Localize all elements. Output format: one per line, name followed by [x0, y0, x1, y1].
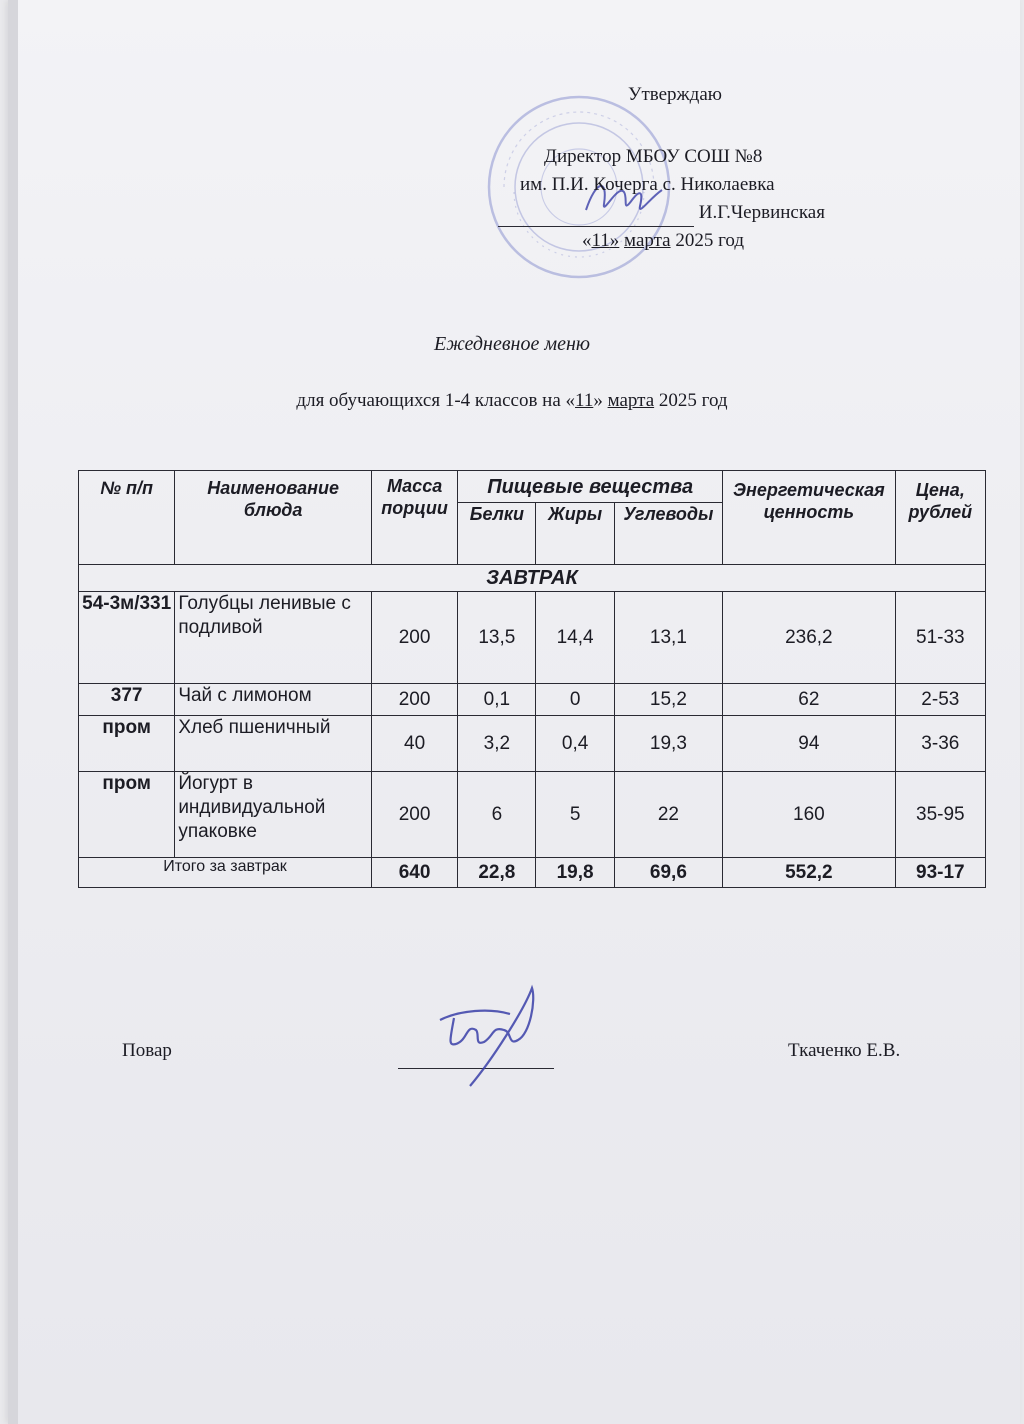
header-row: [79, 471, 986, 503]
cook-name: Ткаченко Е.В.: [788, 1040, 901, 1061]
dish-num: пром: [79, 772, 175, 858]
dish-price: 3-36: [895, 716, 985, 772]
director-name: И.Г.Червинская: [698, 202, 825, 223]
dish-num: 54-3м/331: [79, 592, 175, 684]
dish-name: Голубцы ленивые с подливой: [175, 592, 372, 684]
total-energy: 552,2: [723, 858, 896, 888]
approval-date: «11» марта 2025 год: [582, 230, 745, 251]
school-name: им. П.И. Кочерга с. Николаевка: [520, 174, 775, 195]
total-price: 93-17: [895, 858, 985, 888]
dish-name: Хлеб пшеничный: [175, 716, 372, 772]
section-breakfast: ЗАВТРАК: [79, 565, 986, 592]
total-carbs: 69,6: [614, 858, 722, 888]
total-row: [79, 858, 986, 888]
dish-mass: 200: [371, 684, 457, 716]
total-protein: 22,8: [458, 858, 536, 888]
dish-price: 2-53: [895, 684, 985, 716]
header-energy: Энергетическая ценность: [723, 471, 896, 565]
total-mass: 640: [371, 858, 457, 888]
director-position: Директор МБОУ СОШ №8: [544, 146, 763, 167]
total-fat: 19,8: [536, 858, 614, 888]
dish-price: 35-95: [895, 772, 985, 858]
dish-carbs: 19,3: [614, 716, 722, 772]
dish-energy: 62: [723, 684, 896, 716]
table-row: [79, 772, 986, 858]
header-mass: Масса порции: [371, 471, 457, 565]
dish-num: пром: [79, 716, 175, 772]
dish-fat: 0: [536, 684, 614, 716]
dish-mass: 200: [371, 772, 457, 858]
approve-word: Утверждаю: [628, 84, 722, 105]
dish-num: 377: [79, 684, 175, 716]
dish-energy: 94: [723, 716, 896, 772]
dish-mass: 200: [371, 592, 457, 684]
header-carbs: Углеводы: [614, 503, 722, 565]
cook-label: Повар: [122, 1040, 172, 1061]
paper-edge: [8, 0, 18, 1424]
dish-protein: 0,1: [458, 684, 536, 716]
dish-energy: 236,2: [723, 592, 896, 684]
director-signature-line: [498, 198, 825, 227]
cook-signature-icon: [420, 980, 540, 1090]
header-price: Цена, рублей: [895, 471, 985, 565]
header-protein: Белки: [458, 503, 536, 565]
dish-protein: 3,2: [458, 716, 536, 772]
document-title: Ежедневное меню: [434, 333, 590, 355]
table-row: [79, 716, 986, 772]
section-row: [79, 565, 986, 592]
header-name: Наименование блюда: [175, 471, 372, 565]
table-row: [79, 592, 986, 684]
dish-fat: 14,4: [536, 592, 614, 684]
table-row: [79, 684, 986, 716]
header-fat: Жиры: [536, 503, 614, 565]
dish-carbs: 22: [614, 772, 722, 858]
dish-carbs: 15,2: [614, 684, 722, 716]
total-label: Итого за завтрак: [79, 858, 372, 888]
dish-fat: 0,4: [536, 716, 614, 772]
dish-fat: 5: [536, 772, 614, 858]
header-nutrients: Пищевые вещества: [458, 471, 723, 503]
dish-energy: 160: [723, 772, 896, 858]
dish-name: Йогурт в индивидуальной упаковке: [175, 772, 372, 858]
dish-mass: 40: [371, 716, 457, 772]
dish-protein: 13,5: [458, 592, 536, 684]
menu-table: [78, 470, 986, 888]
header-num: № п/п: [79, 471, 175, 565]
document-subtitle: для обучающихся 1-4 классов на «11» марта 2025 год: [296, 390, 728, 411]
dish-name: Чай с лимоном: [175, 684, 372, 716]
dish-carbs: 13,1: [614, 592, 722, 684]
dish-price: 51-33: [895, 592, 985, 684]
dish-protein: 6: [458, 772, 536, 858]
